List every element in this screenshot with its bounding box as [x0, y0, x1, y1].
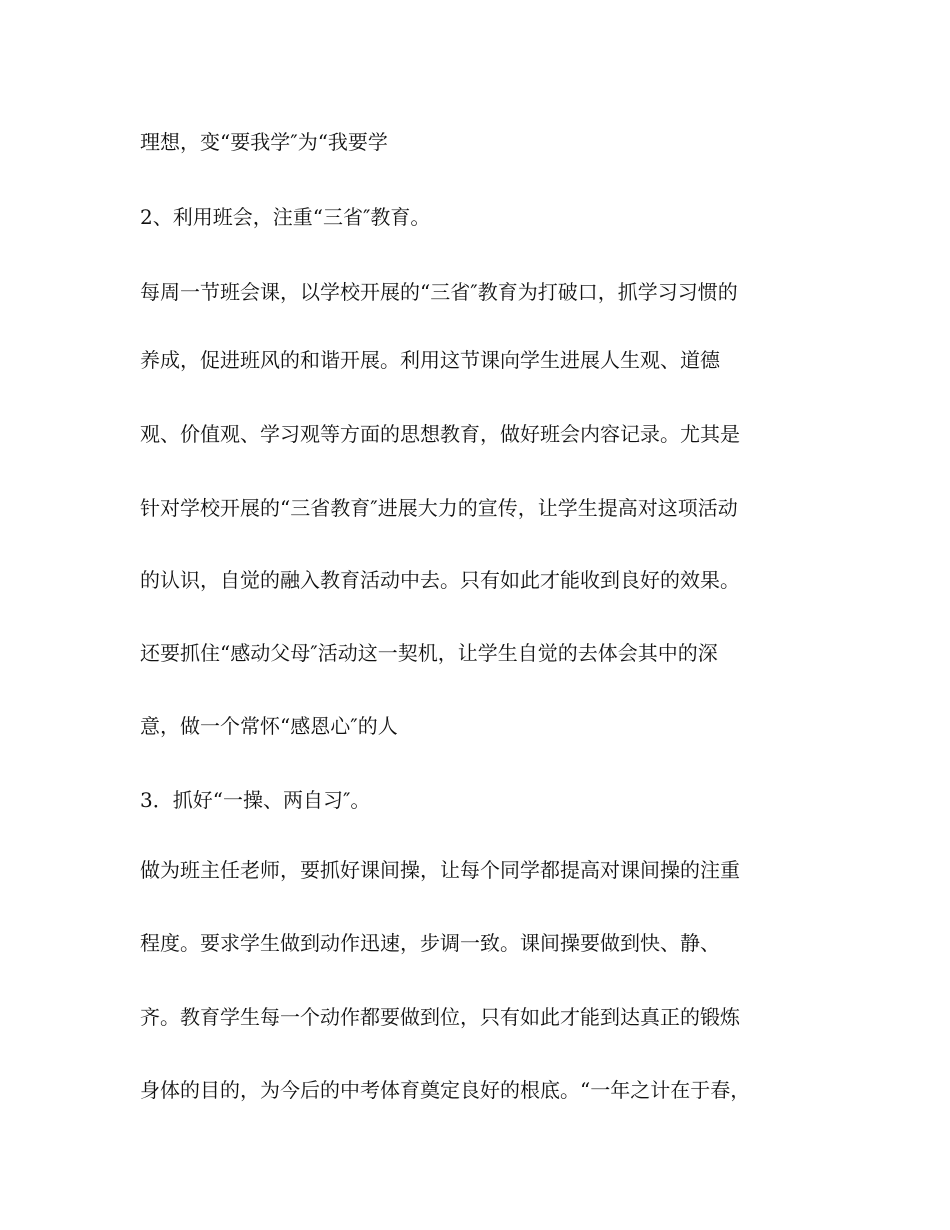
text-line: 观、价值观、学习观等方面的思想教育，做好班会内容记录。尤其是: [140, 422, 740, 446]
text-line: 齐。教育学生每一个动作都要做到位，只有如此才能到达真正的锻炼: [140, 1005, 740, 1029]
text-line: 3．抓好“一操、两自习″。: [140, 788, 371, 812]
text-line: 养成，促进班风的和谐开展。利用这节课向学生进展人生观、道德: [140, 348, 720, 372]
text-line: 每周一节班会课，以学校开展的“三省″教育为打破口，抓学习习惯的: [140, 280, 738, 304]
text-line: 程度。要求学生做到动作迅速，步调一致。课间操要做到快、静、: [140, 931, 720, 955]
text-line: 的认识，自觉的融入教育活动中去。只有如此才能收到良好的效果。: [140, 568, 740, 592]
text-line: 2、利用班会，注重“三省″教育。: [140, 205, 431, 229]
text-line: 身体的目的，为今后的中考体育奠定良好的根底。“一年之计在于春，: [140, 1078, 751, 1102]
text-line: 做为班主任老师，要抓好课间操，让每个同学都提高对课间操的注重: [140, 858, 740, 882]
text-line: 还要抓住“感动父母″活动这一契机，让学生自觉的去体会其中的深: [140, 641, 718, 665]
text-line: 针对学校开展的“三省教育″进展大力的宣传，让学生提高对这项活动: [140, 496, 738, 520]
text-line: 理想，变“要我学″为“我要学: [140, 130, 388, 154]
text-line: 意，做一个常怀“感恩心″的人: [140, 714, 398, 738]
